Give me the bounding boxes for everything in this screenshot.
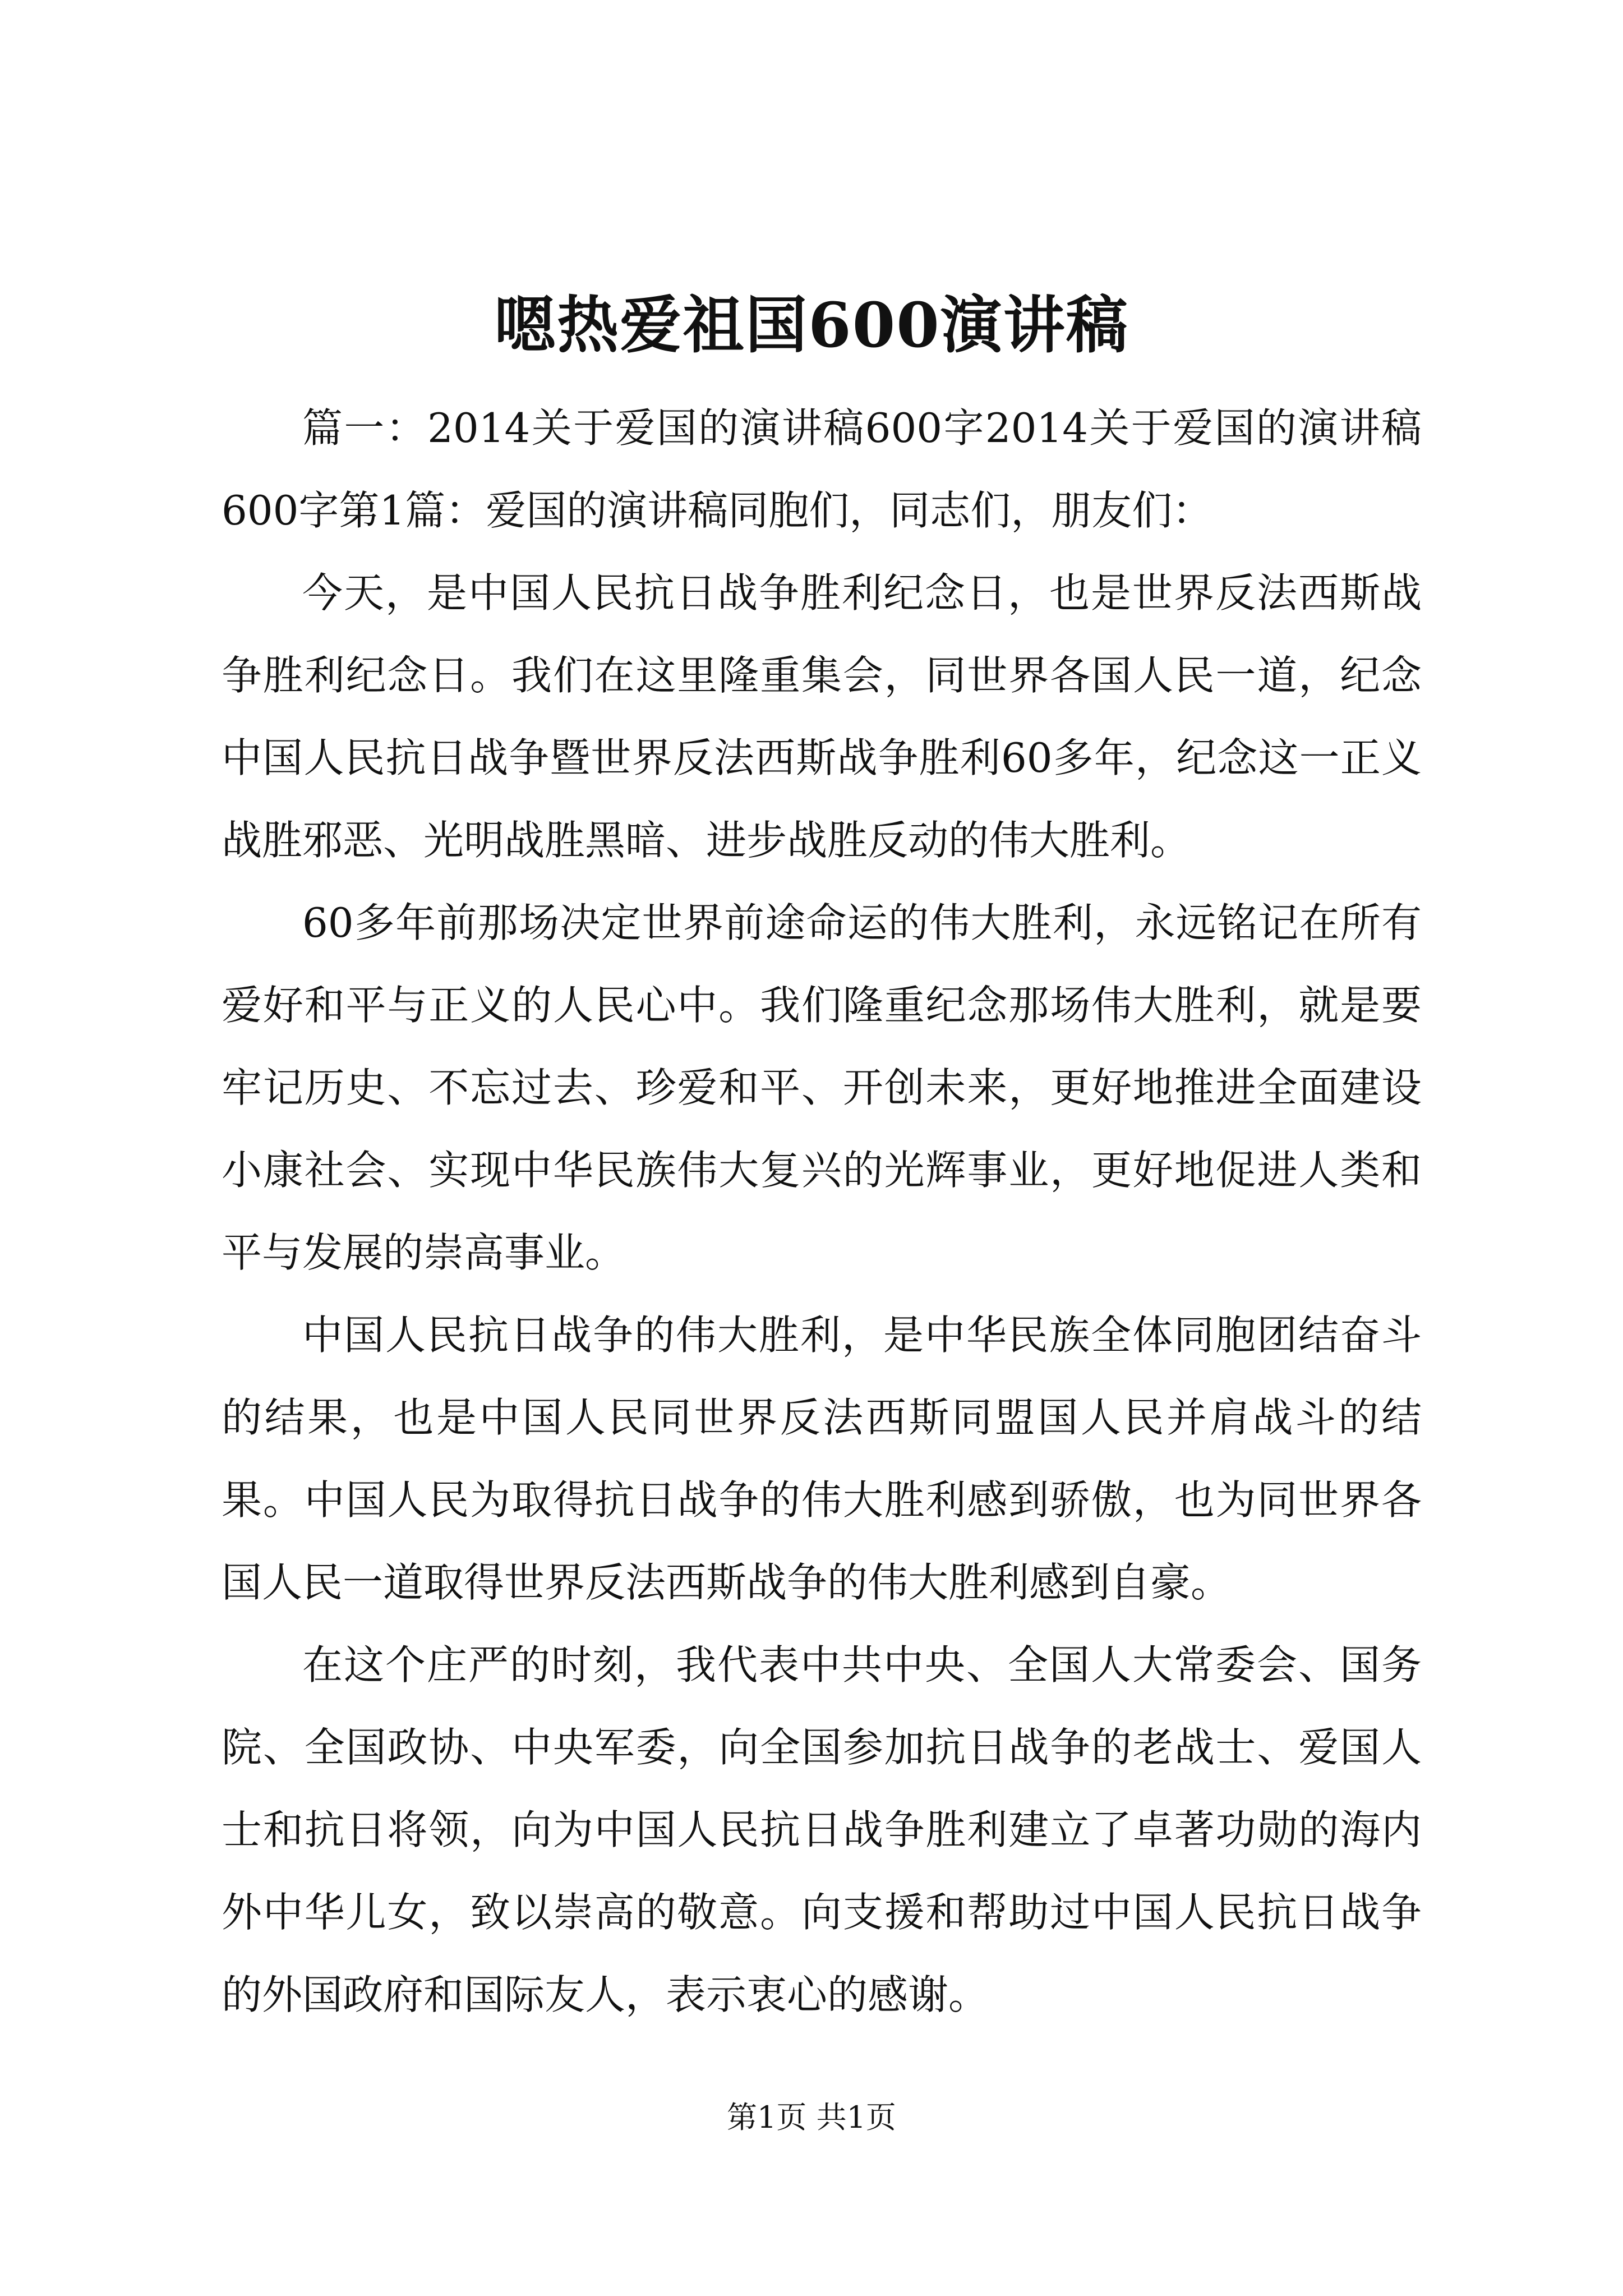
page-footer: 第1页 共1页 bbox=[727, 2100, 896, 2135]
paragraph-5: 在这个庄严的时刻，我代表中共中央、全国人大常委会、国务院、全国政协、中央军委，向全国参加抗日战争的老战士、爱国人士和抗日将领，向为中国人民抗日战争胜利建立了卓著功勋的海内外中华儿女，致以崇高的敬意。向支援和帮助过中国人民抗日战争的外国政府和国际友人，表示衷心的感谢。 bbox=[222, 1641, 1422, 2018]
paragraph-4: 中国人民抗日战争的伟大胜利，是中华民族全体同胞团结奋斗的结果，也是中国人民同世界反法西斯同盟国人民并肩战斗的结果。中国人民为取得抗日战争的伟大胜利感到骄傲，也为同世界各国人民一道取得世界反法西斯战争的伟大胜利感到自豪。 bbox=[222, 1312, 1422, 1606]
paragraph-3: 60多年前那场决定世界前途命运的伟大胜利，永远铭记在所有爱好和平与正义的人民心中。我们隆重纪念那场伟大胜利，就是要牢记历史、不忘过去、珍爱和平、开创未来，更好地推进全面建设小康社会、实现中华民族伟大复兴的光辉事业，更好地促进人类和平与发展的崇高事业。 bbox=[222, 899, 1422, 1276]
paragraph-2: 今天，是中国人民抗日战争胜利纪念日，也是世界反法西斯战争胜利纪念日。我们在这里隆重集会，同世界各国人民一道，纪念中国人民抗日战争暨世界反法西斯战争胜利60多年，纪念这一正义战胜邪恶、光明战胜黑暗、进步战胜反动的伟大胜利。 bbox=[222, 569, 1422, 864]
document-title: 嗯热爱祖国600演讲稿 bbox=[494, 289, 1129, 361]
document-body bbox=[222, 387, 1422, 2036]
paragraph-1: 篇一：2014关于爱国的演讲稿600字2014关于爱国的演讲稿600字第1篇：爱国的演讲稿同胞们，同志们，朋友们： bbox=[222, 404, 1422, 534]
